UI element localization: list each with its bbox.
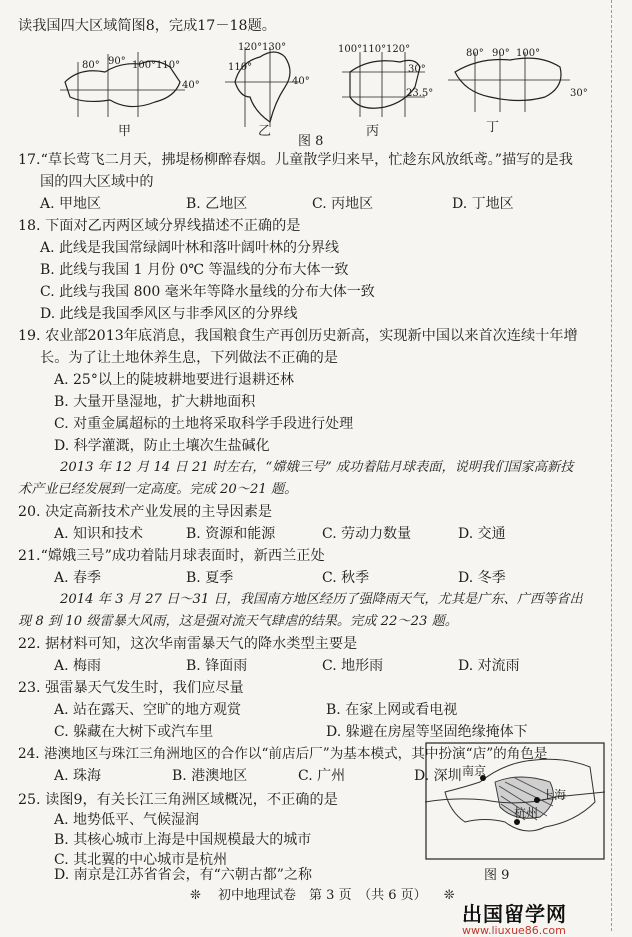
q25-option-a[interactable]: A. 地势低平、气候湿润 bbox=[54, 812, 200, 828]
map-ding bbox=[448, 52, 570, 112]
watermark-url: www.liuxue86.com bbox=[462, 924, 566, 937]
q23-stem: 23. 强雷暴天气发生时，我们应尽量 bbox=[18, 680, 244, 696]
q18-option-c[interactable]: C. 此线与我国 800 毫米年等降水量线的分布大体一致 bbox=[40, 284, 375, 300]
q17-option-b[interactable]: B. 乙地区 bbox=[186, 196, 248, 212]
q21-option-d[interactable]: D. 冬季 bbox=[458, 570, 506, 586]
city-hangzhou: 杭州 bbox=[514, 806, 539, 820]
map-yi bbox=[225, 47, 300, 127]
q20-option-a[interactable]: A. 知识和技术 bbox=[54, 526, 144, 542]
q22-option-b[interactable]: B. 锋面雨 bbox=[186, 658, 248, 674]
q18-option-d[interactable]: D. 此线是我国季风区与非季风区的分界线 bbox=[40, 306, 298, 322]
footer-ornament-right: ❊ bbox=[430, 888, 455, 903]
q22-option-d[interactable]: D. 对流雨 bbox=[458, 658, 520, 674]
material-2-line2: 现 8 到 10 级雷暴大风雨，这是强对流天气肆虐的结果。完成 22～23 题。 bbox=[18, 614, 458, 629]
q17-stem-line1: 17.“草长莺飞二月天，拂堤杨柳醉春烟。儿童散学归来早，忙趁东风放纸鸢。”描写的是我 bbox=[18, 152, 573, 168]
material-1-line2: 术产业已经发展到一定高度。完成 20～21 题。 bbox=[18, 482, 298, 497]
q21-option-b[interactable]: B. 夏季 bbox=[186, 570, 234, 586]
q25-option-b[interactable]: B. 其核心城市上海是中国规模最大的城市 bbox=[54, 832, 312, 848]
footer-text: 初中地理试卷 第 3 页 （共 6 页） bbox=[218, 888, 427, 903]
map-label-jia: 甲 bbox=[118, 124, 132, 139]
q20-option-b[interactable]: B. 资源和能源 bbox=[186, 526, 276, 542]
section-header: 读我国四大区域简图8，完成17－18题。 bbox=[18, 18, 276, 34]
exam-page: 读我国四大区域简图8，完成17－18题。 甲 乙 丙 丁 80° 90° 100° 110° 40° 120° 130° 110° 40° 100° 110° 120° 30° 23.5° 80° 90° 100° 30° 图 8 17.“草长莺飞二月天，拂堤杨柳醉春烟。儿童散学归来早，忙趁东风放纸鸢。”描写的是我 国的四大区域中的 A. 甲地区 B. 乙地区 C. 丙地区 D. 丁地区 18. 下面对乙丙两区域分界线描述不正确的是 A. 此线是我国常绿阔叶林和落叶阔叶林的分界线 B. 此线与我国 1 月份 0℃ 等温线的分布大体一致 C. 此线与我国 800 毫米年等降水量线的分布大体一致 D. 此线是我国季风区与非季风区的分界线 19. 农业部2013年底消息，我国粮食生产再创历史新高，实现新中国以来首次连续十年增 长。为了让土地休养生息，下列做法不正确的是 A. 25°以上的陡坡耕地要进行退耕还林 B. 大量开垦湿地，扩大耕地面积 C. 对重金属超标的土地将采取科学手段进行处理 D. 科学灌溉，防止土壤次生盐碱化 2013 年 12 月 14 日 21 时左右，“嫦娥三号” 成功着陆月球表面，说明我们国家高新技 术产业已经发展到一定高度。完成 20～21 题。 20. 决定高新技术产业发展的主导因素是 A. 知识和技术 B. 资源和能源 C. 劳动力数量 D. 交通 21.“嫦娥三号”成功着陆月球表面时，新西兰正处 A. 春季 B. 夏季 C. 秋季 D. 冬季 2014 年 3 月 27 日～31 日，我国南方地区经历了强降雨天气，尤其是广东、广西等省出 现 8 到 10 级雷暴大风雨，这是强对流天气肆虐的结果。完成 22～23 题。 22. 据材料可知，这次华南雷暴天气的降水类型主要是 A. 梅雨 B. 锋面雨 C. 地形雨 D. 对流雨 23. 强雷暴天气发生时，我们应尽量 A. 站在露天、空旷的地方观赏 B. 在家上网或看电视 C. 躲藏在大树下或汽车里 D. 躲避在房屋等坚固绝缘掩体下 24. 港澳地区与珠江三角洲地区的合作以“前店后厂”为基本模式，其中扮演“店”的角色是 A. 珠海 B. 港澳地区 C. 广州 D. 深圳 25. 读图9，有关长江三角洲区域概况，不正确的是 A. 地势低平、气候湿润 B. 其核心城市上海是中国规模最大的城市 C. 其北翼的中心城市是杭州 南京 上海 杭州 图 9 ❊ 初中地理试卷 第 3 页 （共 6 页） ❊ 出国留学网 www.liuxue86.com bbox=[0, 0, 632, 931]
page-footer bbox=[190, 884, 455, 903]
q22-option-a[interactable]: A. 梅雨 bbox=[54, 658, 102, 674]
material-2-line1: 2014 年 3 月 27 日～31 日，我国南方地区经历了强降雨天气，尤其是广东、广西等省出 bbox=[60, 592, 583, 607]
q19-stem-line2: 长。为了让土地休养生息，下列做法不正确的是 bbox=[40, 350, 338, 366]
q21-stem: 21.“嫦娥三号”成功着陆月球表面时，新西兰正处 bbox=[18, 548, 325, 564]
watermark-name: 出国留学网 bbox=[462, 902, 567, 926]
q17-option-d[interactable]: D. 丁地区 bbox=[452, 196, 514, 212]
q25-option-c[interactable]: C. 其北翼的中心城市是杭州 bbox=[54, 852, 228, 868]
q17-stem-line2: 国的四大区域中的 bbox=[40, 174, 154, 190]
q25-option-d[interactable]: D. 南京是江苏省省会，有“六朝古都”之称 bbox=[54, 867, 312, 883]
map-label-ding: 丁 bbox=[486, 120, 500, 135]
map-label-yi: 乙 bbox=[258, 124, 272, 139]
q24-stem: 24. 港澳地区与珠江三角洲地区的合作以“前店后厂”为基本模式，其中扮演“店”的角色是 bbox=[18, 746, 548, 762]
q18-option-b[interactable]: B. 此线与我国 1 月份 0℃ 等温线的分布大体一致 bbox=[40, 262, 349, 278]
city-nanjing: 南京 bbox=[462, 764, 487, 778]
figure-8-caption: 图 8 bbox=[298, 134, 324, 149]
q17-option-a[interactable]: A. 甲地区 bbox=[40, 196, 102, 212]
material-1-line1: 2013 年 12 月 14 日 21 时左右，“嫦娥三号” 成功着陆月球表面，说明我们国家高新技 bbox=[60, 460, 574, 475]
map-label-bing: 丙 bbox=[366, 124, 380, 139]
q25-stem: 25. 读图9，有关长江三角洲区域概况，不正确的是 bbox=[18, 792, 338, 808]
q17-option-c[interactable]: C. 丙地区 bbox=[312, 196, 374, 212]
q24-option-a[interactable]: A. 珠海 bbox=[54, 768, 102, 784]
q19-option-d[interactable]: D. 科学灌溉，防止土壤次生盐碱化 bbox=[54, 438, 270, 454]
q24-option-c[interactable]: C. 广州 bbox=[298, 768, 346, 784]
q20-option-d[interactable]: D. 交通 bbox=[458, 526, 506, 542]
figure-9-caption: 图 9 bbox=[484, 868, 510, 883]
city-shanghai: 上海 bbox=[542, 788, 567, 802]
q22-option-c[interactable]: C. 地形雨 bbox=[322, 658, 384, 674]
q24-option-b[interactable]: B. 港澳地区 bbox=[172, 768, 248, 784]
footer-ornament-left: ❊ bbox=[190, 888, 214, 903]
q23-option-a[interactable]: A. 站在露天、空旷的地方观赏 bbox=[54, 702, 242, 718]
q18-option-a[interactable]: A. 此线是我国常绿阔叶林和落叶阔叶林的分界线 bbox=[40, 240, 340, 256]
q20-stem: 20. 决定高新技术产业发展的主导因素是 bbox=[18, 504, 273, 520]
q21-option-a[interactable]: A. 春季 bbox=[54, 570, 102, 586]
q19-option-a[interactable]: A. 25°以上的陡坡耕地要进行退耕还林 bbox=[54, 372, 294, 388]
q19-option-c[interactable]: C. 对重金属超标的土地将采取科学手段进行处理 bbox=[54, 416, 354, 432]
map-bing bbox=[342, 52, 425, 117]
site-watermark bbox=[462, 898, 567, 937]
q19-option-b[interactable]: B. 大量开垦湿地，扩大耕地面积 bbox=[54, 394, 256, 410]
q18-stem: 18. 下面对乙丙两区域分界线描述不正确的是 bbox=[18, 218, 301, 234]
q23-option-d[interactable]: D. 躲避在房屋等坚固绝缘掩体下 bbox=[326, 724, 528, 740]
q23-option-b[interactable]: B. 在家上网或看电视 bbox=[326, 702, 458, 718]
q24-option-d[interactable]: D. 深圳 bbox=[414, 768, 462, 784]
figure-9-map bbox=[425, 742, 605, 860]
q22-stem: 22. 据材料可知，这次华南雷暴天气的降水类型主要是 bbox=[18, 636, 358, 652]
q21-option-c[interactable]: C. 秋季 bbox=[322, 570, 370, 586]
q20-option-c[interactable]: C. 劳动力数量 bbox=[322, 526, 412, 542]
binding-edge bbox=[611, 0, 626, 931]
q19-stem-line1: 19. 农业部2013年底消息，我国粮食生产再创历史新高，实现新中国以来首次连续十年增 bbox=[18, 328, 578, 344]
q23-option-c[interactable]: C. 躲藏在大树下或汽车里 bbox=[54, 724, 214, 740]
